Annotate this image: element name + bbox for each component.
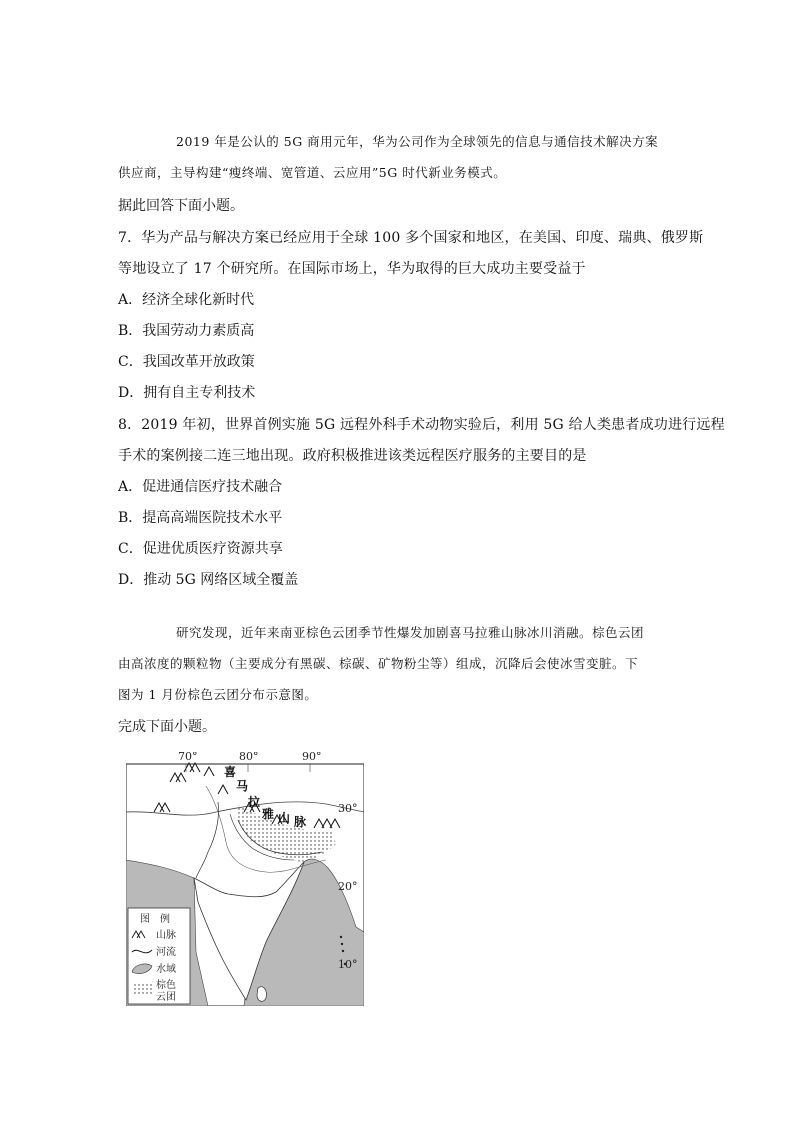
lon-label-80: 80° bbox=[239, 752, 259, 763]
himalaya-char: 马 bbox=[236, 779, 249, 793]
passage1-line1: 2019 年是公认的 5G 商用元年，华为公司作为全球领先的信息与通信技术解决方案 bbox=[176, 134, 659, 149]
map-legend bbox=[128, 908, 190, 1004]
himalaya-char: 脉 bbox=[294, 815, 307, 829]
passage1-instruction: 据此回答下面小题。 bbox=[118, 198, 244, 214]
himalaya-char: 雅 bbox=[262, 807, 275, 821]
q7-stem-line1: 7．华为产品与解决方案已经应用于全球 100 多个国家和地区，在美国、印度、瑞典、俄罗斯 bbox=[118, 230, 704, 246]
passage2-line2: 由高浓度的颗粒物（主要成分有黑碳、棕碳、矿物粉尘等）组成，沉降后会使冰雪变脏。下 bbox=[118, 656, 639, 671]
q8-option-c[interactable]: C．促进优质医疗资源共享 bbox=[118, 541, 283, 557]
q8-option-a[interactable]: A．促进通信医疗技术融合 bbox=[118, 479, 283, 495]
island-dot bbox=[342, 950, 344, 952]
passage2-instruction: 完成下面小题。 bbox=[118, 719, 216, 735]
passage1-line2: 供应商，主导构建“瘦终端、宽管道、云应用”5G 时代新业务模式。 bbox=[118, 165, 507, 180]
lat-label-10: 10° bbox=[338, 958, 358, 971]
himalaya-char: 喜 bbox=[224, 765, 237, 779]
passage2-line1: 研究发现，近年来南亚棕色云团季节性爆发加剧喜马拉雅山脉冰川消融。棕色云团 bbox=[176, 625, 645, 640]
q7-option-c[interactable]: C．我国改革开放政策 bbox=[118, 354, 255, 370]
legend-cloud-label-2: 云团 bbox=[156, 992, 176, 1003]
passage2-line3: 图为 1 月份棕色云团分布示意图。 bbox=[118, 687, 318, 702]
legend-water-label: 水域 bbox=[156, 964, 176, 975]
brown-cloud-map bbox=[126, 752, 364, 1006]
q7-stem-line2: 等地设立了 17 个研究所。在国际市场上，华为取得的巨大成功主要受益于 bbox=[118, 261, 586, 277]
q8-stem-line1: 8．2019 年初，世界首例实施 5G 远程外科手术动物实验后，利用 5G 给人类患者成功进行远程 bbox=[118, 417, 725, 433]
legend-mountain-label: 山脉 bbox=[156, 930, 176, 941]
q8-option-b[interactable]: B．提高高端医院技术水平 bbox=[118, 510, 283, 526]
himalaya-char: 拉 bbox=[248, 795, 261, 809]
q7-option-b[interactable]: B．我国劳动力素质高 bbox=[118, 323, 255, 339]
q7-option-d[interactable]: D．拥有自主专利技术 bbox=[118, 385, 256, 401]
legend-river-label: 河流 bbox=[156, 947, 176, 958]
island-dot bbox=[341, 943, 343, 945]
q7-option-a[interactable]: A．经济全球化新时代 bbox=[118, 292, 255, 308]
lon-label-70: 70° bbox=[178, 752, 198, 763]
sri-lanka bbox=[257, 987, 266, 1002]
q8-stem-line2: 手术的案例接二连三地出现。政府积极推进该类远程医疗服务的主要目的是 bbox=[118, 448, 587, 464]
legend-title: 图 例 bbox=[140, 914, 170, 925]
himalaya-char: 山 bbox=[278, 811, 291, 825]
island-dot bbox=[340, 936, 342, 938]
lat-label-20: 20° bbox=[338, 880, 358, 893]
legend-cloud-label-1: 棕色 bbox=[156, 980, 176, 991]
lat-label-30: 30° bbox=[338, 802, 358, 815]
q8-option-d[interactable]: D．推动 5G 网络区域全覆盖 bbox=[118, 572, 299, 588]
legend-cloud-symbol bbox=[132, 982, 152, 994]
lon-label-90: 90° bbox=[302, 752, 322, 763]
